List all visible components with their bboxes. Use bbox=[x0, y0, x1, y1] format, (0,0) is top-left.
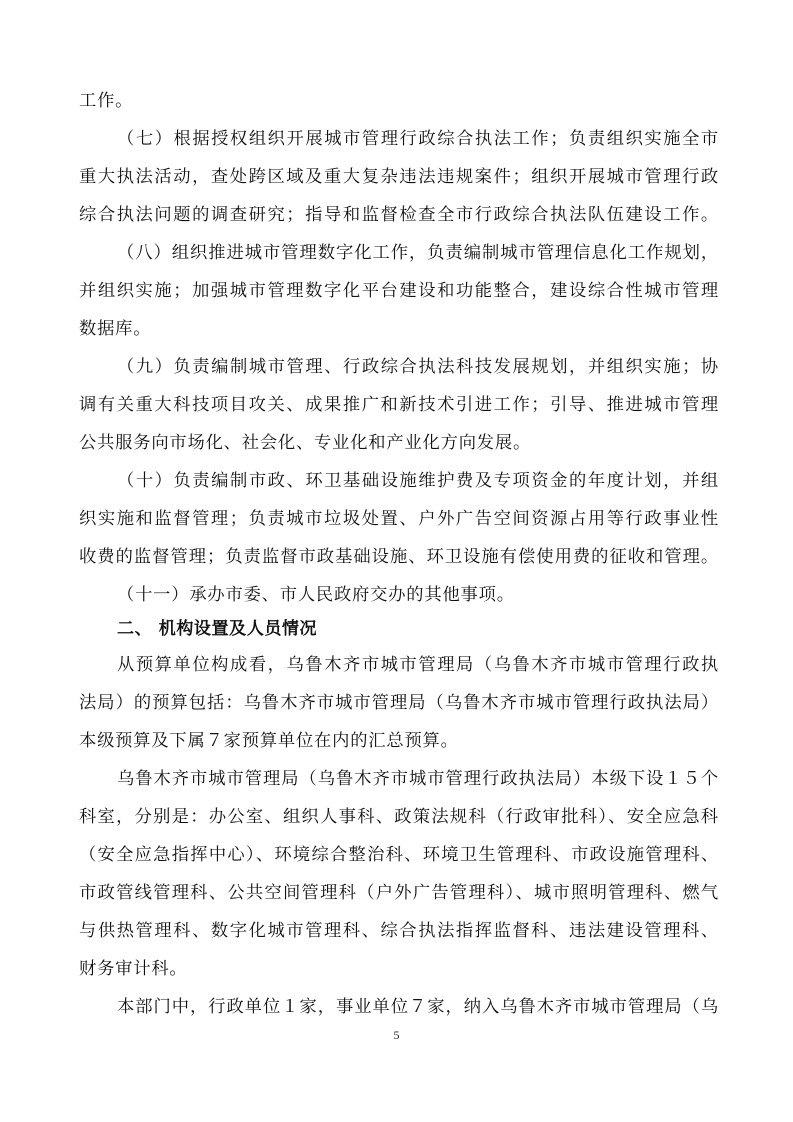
text-line: 并组织实施；加强城市管理数字化平台建设和功能整合，建设综合性城市管理 bbox=[79, 281, 719, 301]
page-number: 5 bbox=[393, 1028, 400, 1042]
text-line: 工作。 bbox=[79, 91, 134, 111]
text-line: 市政管线管理科、公共空间管理科（户外广告管理科）、城市照明管理科、燃气 bbox=[79, 883, 719, 903]
text-line: 调有关重大科技项目攻关、成果推广和新技术引进工作；引导、推进城市管理 bbox=[79, 395, 719, 415]
text-line: 财务审计科。 bbox=[79, 959, 188, 979]
text-line: （七）根据授权组织开展城市管理行政综合执法工作；负责组织实施全市 bbox=[117, 129, 719, 149]
text-line: （九）负责编制城市管理、行政综合执法科技发展规划，并组织实施；协 bbox=[117, 357, 719, 377]
section-heading: 二、 机构设置及人员情况 bbox=[117, 619, 318, 639]
text-line: 法局）的预算包括：乌鲁木齐市城市管理局（乌鲁木齐市城市管理行政执法局） bbox=[79, 693, 719, 713]
text-line: 综合执法问题的调查研究；指导和监督检查全市行政综合执法队伍建设工作。 bbox=[79, 205, 719, 225]
text-line: 收费的监督管理；负责监督市政基础设施、环卫设施有偿使用费的征收和管理。 bbox=[79, 547, 719, 567]
text-line: （十）负责编制市政、环卫基础设施维护费及专项资金的年度计划，并组 bbox=[117, 471, 719, 491]
text-line: 乌鲁木齐市城市管理局（乌鲁木齐市城市管理行政执法局）本级下设１５个 bbox=[117, 769, 719, 789]
text-line: 科室，分别是：办公室、组织人事科、政策法规科（行政审批科）、安全应急科 bbox=[79, 807, 719, 827]
text-line: （安全应急指挥中心）、环境综合整治科、环境卫生管理科、市政设施管理科、 bbox=[79, 845, 719, 865]
text-line: 织实施和监督管理；负责城市垃圾处置、户外广告空间资源占用等行政事业性 bbox=[79, 509, 719, 529]
text-line: 与供热管理科、数字化城市管理科、综合执法指挥监督科、违法建设管理科、 bbox=[79, 921, 719, 941]
text-line: 数据库。 bbox=[79, 319, 152, 339]
text-line: 公共服务向市场化、社会化、专业化和产业化方向发展。 bbox=[79, 433, 532, 453]
text-line: 本部门中，行政单位１家，事业单位７家，纳入乌鲁木齐市城市管理局（乌 bbox=[117, 997, 719, 1017]
text-line: （八）组织推进城市管理数字化工作，负责编制城市管理信息化工作规划， bbox=[117, 243, 719, 263]
text-line: （十一）承办市委、市人民政府交办的其他事项。 bbox=[117, 585, 515, 605]
text-line: 本级预算及下属７家预算单位在内的汇总预算。 bbox=[79, 731, 459, 751]
text-line: 重大执法活动，查处跨区域及重大复杂违法违规案件；组织开展城市管理行政 bbox=[79, 167, 719, 187]
text-line: 从预算单位构成看，乌鲁木齐市城市管理局（乌鲁木齐市城市管理行政执 bbox=[117, 655, 719, 675]
